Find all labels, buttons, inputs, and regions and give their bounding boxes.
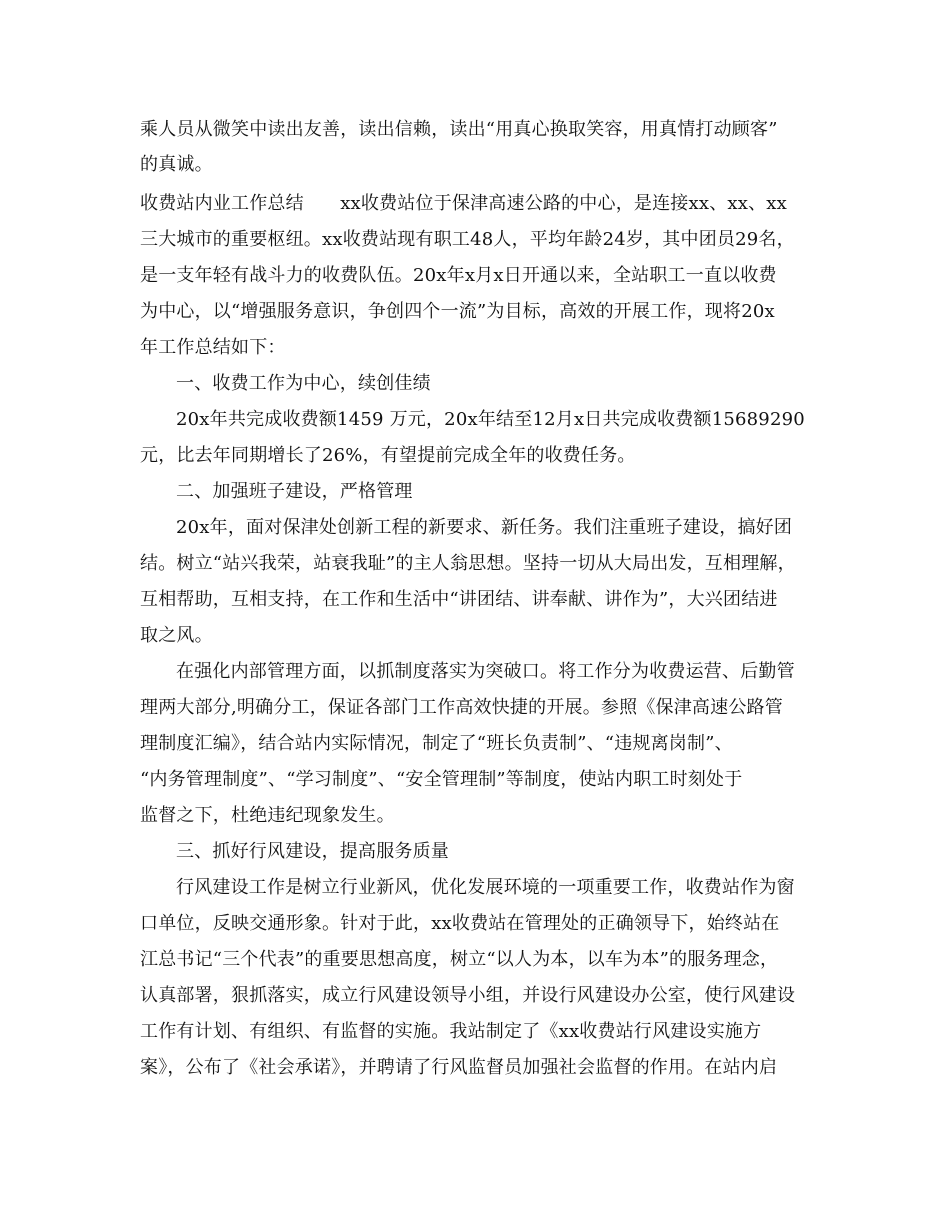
text-line: 20x年，面对保津处创新工程的新要求、新任务。我们注重班子建设，搞好团 bbox=[176, 517, 793, 538]
text-line: 行风建设工作是树立行业新风，优化发展环境的一项重要工作，收费站作为窗 bbox=[176, 877, 795, 898]
text-line: 三大城市的重要枢纽。xx收费站现有职工48人，平均年龄24岁，其中团员29名， bbox=[140, 229, 795, 250]
text-line: 理两大部分,明确分工，保证各部门工作高效快捷的开展。参照《保津高速公路管 bbox=[140, 697, 783, 718]
text-line: 的真诚。 bbox=[140, 154, 213, 175]
text-line: “内务管理制度”、“学习制度”、“安全管理制”等制度，使站内职工时刻处于 bbox=[140, 769, 743, 790]
text-line: 为中心，以“增强服务意识，争创四个一流”为目标，高效的开展工作，现将20x bbox=[140, 301, 775, 322]
text-line: 取之风。 bbox=[140, 625, 213, 646]
text-line: 工作有计划、有组织、有监督的实施。我站制定了《xx收费站行风建设实施方 bbox=[140, 1021, 762, 1042]
text-line: 20x年共完成收费额1459 万元，20x年结至12月x日共完成收费额15689290 bbox=[176, 409, 805, 430]
text-line: 口单位，反映交通形象。针对于此，xx收费站在管理处的正确领导下，始终站在 bbox=[140, 913, 780, 934]
text-line: 是一支年轻有战斗力的收费队伍。20x年x月x日开通以来，全站职工一直以收费 bbox=[140, 265, 777, 286]
text-line: 认真部署，狠抓落实，成立行风建设领导小组，并设行风建设办公室，使行风建设 bbox=[140, 985, 796, 1006]
section-heading: 一、收费工作为中心，续创佳绩 bbox=[176, 373, 431, 394]
section-heading: 三、抓好行风建设，提高服务质量 bbox=[176, 841, 449, 862]
text-line: 监督之下，杜绝违纪现象发生。 bbox=[140, 805, 395, 826]
section-heading: 二、加强班子建设，严格管理 bbox=[176, 481, 413, 502]
text-line: 互相帮助，互相支持，在工作和生活中“讲团结、讲奉献、讲作为”，大兴团结进 bbox=[140, 589, 778, 610]
text-line: 收费站内业工作总结 xx收费站位于保津高速公路的中心，是连接xx、xx、xx bbox=[140, 193, 788, 214]
text-line: 年工作总结如下： bbox=[140, 337, 286, 358]
text-line: 江总书记“三个代表”的重要思想高度，树立“以人为本，以车为本”的服务理念， bbox=[140, 949, 779, 970]
text-line: 结。树立“站兴我荣，站衰我耻”的主人翁思想。坚持一切从大局出发，互相理解， bbox=[140, 553, 796, 574]
text-line: 乘人员从微笑中读出友善，读出信赖，读出“用真心换取笑容，用真情打动顾客” bbox=[140, 119, 778, 140]
text-line: 元，比去年同期增长了26%，有望提前完成全年的收费任务。 bbox=[140, 445, 636, 466]
text-line: 案》，公布了《社会承诺》，并聘请了行风监督员加强社会监督的作用。在站内启 bbox=[140, 1057, 778, 1078]
text-line: 在强化内部管理方面，以抓制度落实为突破口。将工作分为收费运营、后勤管 bbox=[176, 661, 795, 682]
text-line: 理制度汇编》，结合站内实际情况，制定了“班长负责制”、“违规离岗制”、 bbox=[140, 733, 733, 754]
